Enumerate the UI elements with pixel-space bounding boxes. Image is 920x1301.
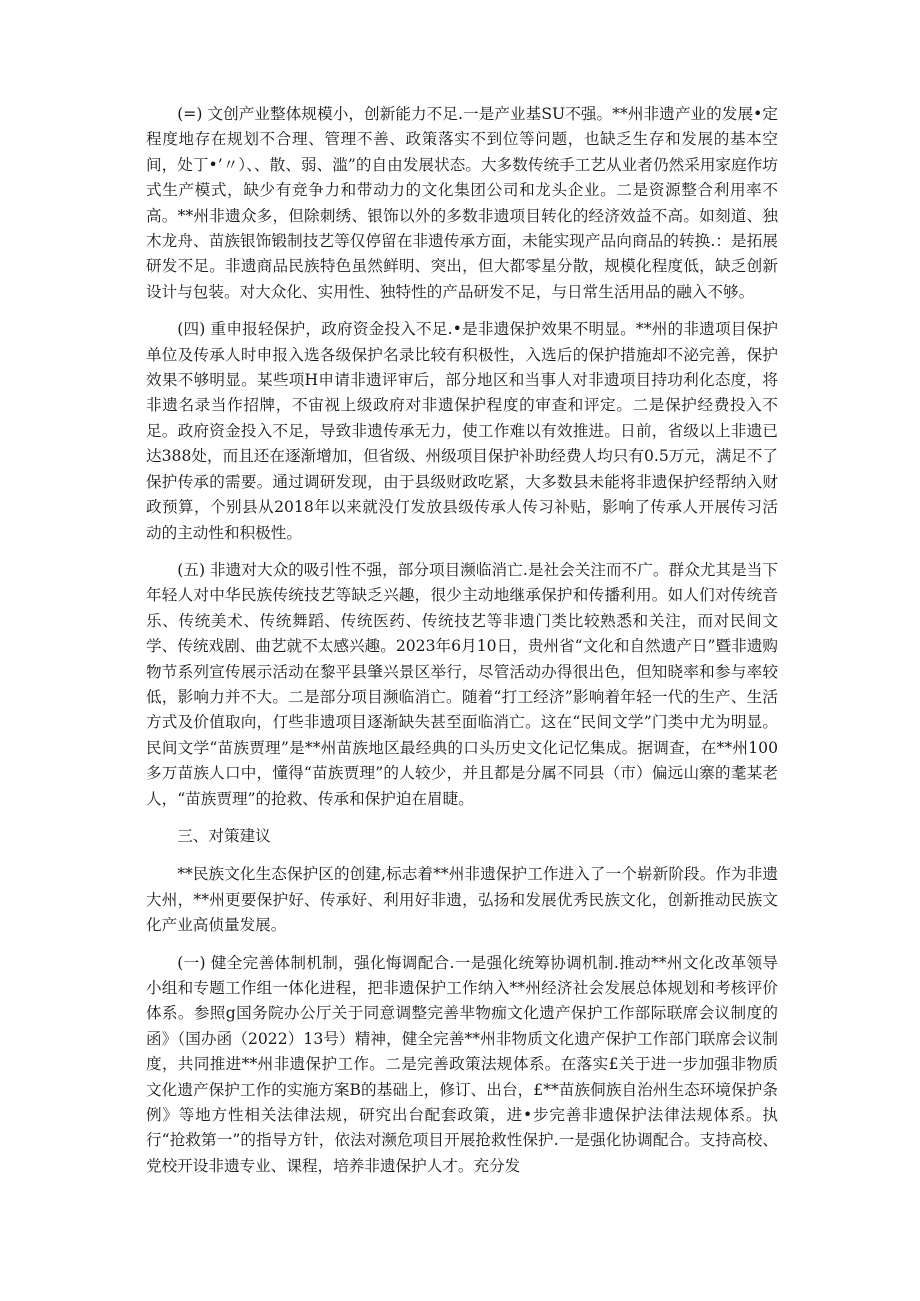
paragraph-institutional-mechanism: (一) 健全完善体制机制，强化悔调配合.一是强化统筹协调机制.推动**州文化改革领导小组和专题工作组一体化进程，把非遗保护工作纳入**州经济社会发展总体规划和考核评价体系。参照g国务院办公厅关于同意调整完善芈物痂文化遗产保护工作部际联席会议制度的函》（国办函（2022）13号）精神，健全完善**州非物质文化遗产保护工作部门联席会议制度，共同推进**州非遗保护工作。二是完善政策法规体系。在落实£关于进一步加强非物质文化遗产保护工作的实施方案B的基础上，修订、出台，£**苗族侗族自治州生态环境保护条例》等地方性相关法律法规，研究出台配套政策，进•步完善非遗保护法律法规体系。执行“抢救第一”的指导方针，依法对濒危项目开展抢救性保护.一是强化协调配合。支持高校、党校开设非遗专业、课程，培养非遗保护人才。充分发 [146,953,778,1175]
paragraph-protection-funding: (四) 重申报轻保护，政府资金投入不足.•是非遗保护效果不明显。**州的非遗项目保护单位及传承人时申报入选各级保护名录比较有积极性，入选后的保护措施却不泌完善，保护效果不够明显。某些项H申请非遗评审后，部分地区和当事人对非遗项目持功利化态度，将非遗名录当作招牌，不宙视上级政府对非遗保护程度的审查和评定。二是保护经费投入不足。政府资金投入不足，导致非遗传承无力，使工作难以有效推进。日前，省级以上非遗已达388处，而且还在逐渐增加，但省级、州级项目保护补助经费人均只有0.5万元，满足不了保护传承的需要。通过调研发现，由于县级财政吃紧，大多数县未能将非遗保护经帮纳入财政预算，个别县从2018年以来就没仃发放县级传承人传习补贴，影响了传承人开展传习活动的主动性和积极性。 [146,320,778,542]
section-heading-countermeasures: 三、对策建议 [177,826,271,845]
paragraph-public-appeal: (五) 非遗对大众的吸引性不强，部分项目濒临消亡.是社会关注而不广。群众尤其是当下年轻人对中华民族传统技艺等缺乏兴趣，很少主动地继承保护和传播利用。如人们对传统音乐、传统美术、传统舞蹈、传统医药、传统技艺等非遗门类比较熟悉和关注，而对民间文学、传统戏剧、曲艺就不太感兴趣。2023年6月10日，贵州省“文化和自然遗产日”暨非遗购物节系列宣传展示活动在黎平县肇兴景区举行，尽管活动办得很出色，但知晓率和参与率较低，影响力并不大。二是部分项目濒临消亡。随着“打工经济”影响着年轻一代的生产、生活方式及价值取向，仃些非遗项目逐渐缺失甚至面临消亡。这在“民间文学”门类中尤为明显。民间文学“苗族贾理”是**州苗族地区最经典的口头历史文化记忆集成。据调查，在**州100多万苗族人口中，懂得“苗族贾理”的人较少，并且都是分属不同县（市）偏远山寨的耄某老人，“苗族贾理”的抢救、传承和保护迫在眉睫。 [146,560,778,808]
paragraph-ecological-zone: **民族文化生态保护区的创建,标志着**州非遗保护工作进入了一个崭新阶段。作为非遗大州，**州更要保护好、传承好、利用好非遗，弘扬和发展优秀民族文化，创新推动民族文化产业高侦量发展。 [146,865,778,935]
paragraph-cultural-industry: (=) 文创产业整体规模小，创新能力不足.一是产业基SU不强。**州非遗产业的发展•定程度地存在规划不合理、管理不善、政策落实不到位等问题，也缺乏生存和发展的基本空间，处丁•’〃）、、散、弱、滥”的自由发展状态。大多数传统手工艺从业者仍然采用家庭作坊式生产模式，缺少有竞争力和带动力的文化集团公司和龙头企业。二是资源整合利用率不高。**州非遗众多，但除刺绣、银饰以外的多数非遗项目转化的经济效益不高。如刻道、独木龙舟、苗族银饰锻制技艺等仅停留在非遗传承方面，未能实现产品向商品的转换.：是拓展研发不足。非遗商品民族特色虽然鲜明、突出，但大都零星分散，规模化程度低，缺乏创新设计与包装。对大众化、实用性、独特性的产品研发不足，与日常生活用品的融入不够。 [146,105,778,301]
document-page [146,102,778,1191]
